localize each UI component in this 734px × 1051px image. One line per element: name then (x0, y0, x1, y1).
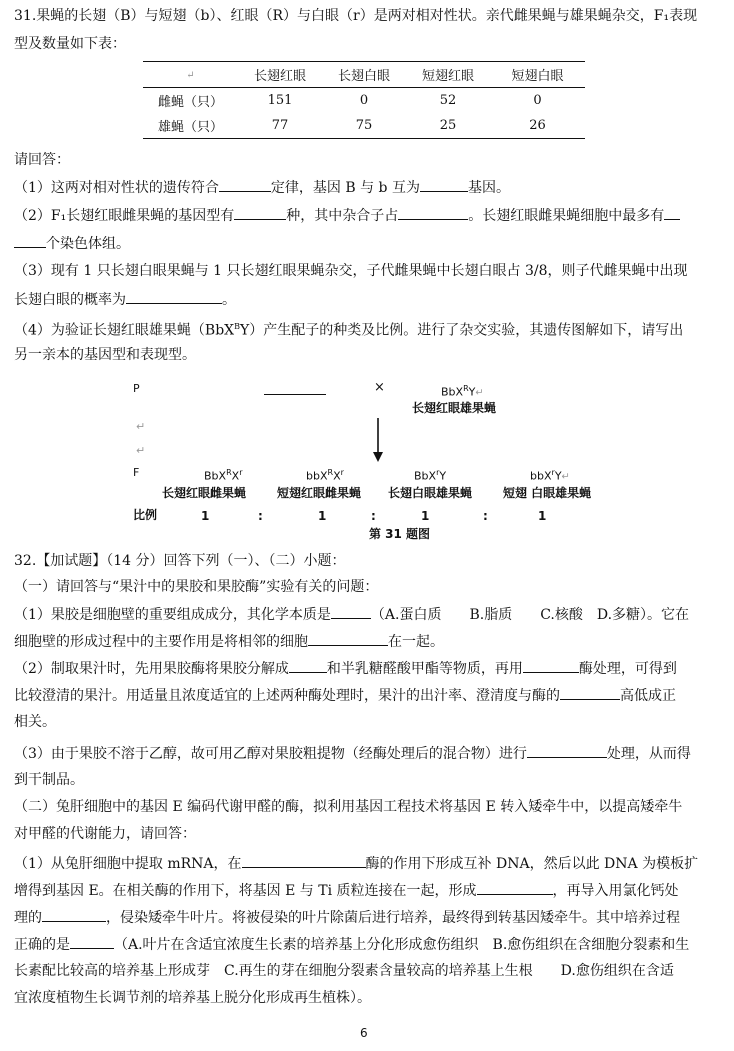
q31-intro-line2: 型及数量如下表： (14, 36, 126, 52)
table-cell: 75 (322, 113, 406, 139)
q31-part3-cont (14, 289, 722, 310)
table-header-cell: 短翅红眼 (406, 62, 490, 88)
q31-part1-text-b: 定律，基因 B 与 b 互为 (270, 180, 420, 196)
q32-section1: （一）请回答与“果汁中的果胶和果胶酶”实验有关的问题： (14, 579, 379, 595)
q31-part4-text-b: Y）产生配子的种类及比例。进行了杂交实验，其遗传图解如下，请写出 (240, 322, 684, 339)
f-label: F (133, 466, 140, 479)
ratio-value: 1 (318, 509, 327, 523)
table-row (143, 88, 585, 114)
offspring-genotype (204, 466, 242, 484)
arrow-down-icon (368, 416, 388, 464)
figure-caption: 第 31 题图 (369, 527, 431, 541)
answer-blank[interactable] (289, 658, 327, 673)
answer-blank[interactable] (331, 604, 371, 619)
offspring-phenotype: 长翅白眼雄果蝇 (388, 486, 473, 500)
answer-blank[interactable] (14, 233, 46, 248)
q31-part4-text-a: （4）为验证长翅红眼雄果蝇（BbX (14, 322, 235, 339)
parent-answer-blank[interactable] (264, 394, 326, 395)
offspring-phenotype: 短翅红眼雌果蝇 (277, 486, 362, 500)
q31-part1-text-a: （1）这两对相对性状的遗传符合 (14, 180, 219, 196)
table-cell: 0 (359, 93, 369, 108)
answer-blank[interactable] (560, 685, 620, 700)
q31-part2-text-a: （2）F₁长翅红眼雌果蝇的基因型有 (14, 208, 235, 224)
genotype-sup: R (463, 384, 469, 393)
q32-s1-part2-cont (14, 685, 722, 706)
return-mark: ↵ (136, 420, 146, 433)
q31-part2-text-b: 种，其中杂合子占 (286, 208, 399, 224)
cross-symbol: × (374, 380, 385, 395)
answer-blank[interactable] (42, 907, 106, 922)
text: 理的 (14, 910, 42, 926)
q32-s1-part2 (14, 658, 722, 679)
q31-part3-text-b: 长翅白眼的概率为 (14, 292, 126, 308)
ratio-value: 1 (538, 509, 547, 523)
table-cell: 151 (267, 93, 293, 108)
genotype-sup: r (340, 468, 344, 477)
q32-s2-part1-cont5: 宜浓度植物生长调节剂的培养基上脱分化形成再生植株）。 (14, 990, 371, 1006)
ratio-colon: : (258, 509, 263, 523)
answer-blank[interactable] (308, 631, 388, 646)
answer-blank[interactable] (664, 205, 680, 220)
table-row (143, 113, 585, 139)
ratio-label: 比例 (133, 508, 158, 522)
q32-section2: （二）兔肝细胞中的基因 E 编码代谢甲醛的酶，拟利用基因工程技术将基因 E 转入矮牵牛中，以提高矮牵牛 (14, 799, 683, 815)
ratio-colon: : (483, 509, 488, 523)
genotype-part: BbX (204, 469, 227, 483)
offspring-phenotype: 短翅 白眼雄果蝇 (503, 486, 592, 500)
text: （2）制取果汁时，先用果胶酶将果胶分解成 (14, 661, 289, 677)
answer-blank[interactable] (523, 658, 579, 673)
row-label: 雌蝇（只） (157, 95, 223, 110)
male-genotype: BbX$^R$Y↵ (441, 384, 484, 399)
q32-s2-part1-cont4: 长素配比较高的培养基上形成芽 C.再生的芽在细胞分裂素含量较高的培养基上生根 D.愈伤组织在含适 (14, 963, 674, 979)
q32-title: 32.【加试题】（14 分）回答下列（一）、（二）小题： (14, 553, 346, 569)
genotype-sup: r (551, 468, 555, 477)
answer-blank[interactable] (70, 934, 114, 949)
return-mark: ↵ (136, 444, 146, 457)
text: 酶处理，可得到 (578, 661, 677, 677)
text: 正确的是 (14, 937, 70, 953)
offspring-genotype (306, 466, 344, 484)
text: （1）果胶是细胞壁的重要组成成分，其化学本质是 (14, 607, 331, 623)
q31-part2-text-d: 个染色体组。 (46, 236, 130, 252)
text: 细胞壁的形成过程中的主要作用是将相邻的细胞 (14, 634, 308, 650)
answer-blank[interactable] (234, 205, 286, 220)
text: 比较澄清的果汁。用适量且浓度适宜的上述两种酶处理时，果汁的出汁率、澄清度与酶的 (14, 688, 560, 704)
genotype-part: BbX (414, 469, 437, 483)
q31-part2-text-c: 。长翅红眼雌果蝇细胞中最多有 (468, 208, 665, 224)
table-cell: 0 (533, 93, 542, 108)
q31-part3: （3）现有 1 只长翅白眼果蝇与 1 只长翅红眼果蝇杂交，子代雌果蝇中长翅白眼占 3/8，则子代雌果蝇中出现 (14, 263, 688, 279)
q31-part2 (14, 205, 722, 226)
q31-part1 (14, 177, 722, 198)
q32-s2-part1-cont (14, 880, 722, 901)
page-number: 6 (360, 1026, 368, 1040)
offspring-phenotype: 长翅红眼雌果蝇 (162, 486, 247, 500)
answer-blank[interactable] (420, 177, 468, 192)
q32-s2-part1-cont2 (14, 907, 722, 928)
table-header-cell: 短翅白眼 (490, 62, 585, 88)
table-cell: 25 (406, 113, 490, 139)
text: 处理，从而得 (606, 746, 691, 762)
table-cell: 26 (490, 113, 585, 139)
offspring-genotype (414, 466, 446, 484)
answer-blank[interactable] (242, 853, 366, 868)
q32-s1-part1-cont (14, 631, 722, 652)
q32-s1-part3-cont: 到干制品。 (14, 772, 84, 788)
q32-s1-part2-cont2: 相关。 (14, 714, 56, 730)
genotype-part: bbX (530, 469, 552, 483)
text: 增得到基因 E。在相关酶的作用下，将基因 E 与 Ti 质粒连接在一起，形成 (14, 883, 477, 899)
genotype-part: Y (554, 469, 562, 483)
q31-part3-text-c: 。 (222, 292, 236, 308)
answer-blank[interactable] (126, 289, 222, 304)
male-phenotype: 长翅红眼雄果蝇 (412, 401, 497, 415)
table-cell: 77 (238, 113, 322, 139)
table-header-cell: 长翅红眼 (238, 62, 322, 88)
q31-intro-line1: 31.果蝇的长翅（B）与短翅（b）、红眼（R）与白眼（r）是两对相对性状。亲代雌果蝇与雄果蝇杂交，F₁表现 (14, 8, 698, 24)
text: （3）由于果胶不溶于乙醇，故可用乙醇对果胶粗提物（经酶处理后的混合物）进行 (14, 746, 527, 762)
text: （A.叶片在含适宜浓度生长素的培养基上分化形成愈伤组织 B.愈伤组织在含细胞分裂素和生 (114, 937, 690, 953)
phenotype-table (143, 61, 585, 139)
text: 和半乳糖醛酸甲酯等物质，再用 (326, 661, 523, 677)
table-cell: 52 (439, 93, 457, 108)
answer-blank[interactable] (398, 205, 468, 220)
text: 高低成正 (620, 688, 676, 704)
genotype-part: X (231, 469, 240, 483)
q31-part4-sup: B (234, 322, 241, 331)
text: 酶的作用下形成互补 DNA，然后以此 DNA 为模板扩 (365, 856, 699, 872)
q32-s1-part3 (14, 743, 722, 764)
q32-s2-part1-cont3 (14, 934, 722, 955)
answer-blank[interactable] (527, 743, 607, 758)
table-header-row (143, 62, 585, 88)
text: 在一起。 (388, 634, 444, 650)
genotype-part: Y (468, 385, 476, 399)
p-label: P (133, 382, 140, 395)
text: ，再导入用氯化钙处 (552, 883, 679, 899)
genotype-sup: r (239, 468, 243, 477)
answer-blank[interactable] (477, 880, 553, 895)
text: ，侵染矮牵牛叶片。将被侵染的叶片除菌后进行培养，最终得到转基因矮牵牛。其中培养过程 (106, 910, 680, 926)
q31-part1-text-c: 基因。 (467, 180, 510, 196)
q31-part4 (14, 317, 722, 341)
q31-part2-cont (14, 233, 722, 254)
text: （A.蛋白质 B.脂质 C.核酸 D.多糖）。它在 (370, 607, 690, 623)
genotype-sup: R (226, 468, 232, 477)
answer-blank[interactable] (219, 177, 271, 192)
q32-section2-cont: 对甲醛的代谢能力，请回答： (14, 826, 196, 842)
genotype-part: X (333, 469, 341, 483)
row-label: 雄蝇（只） (143, 113, 238, 139)
genotype-part: Y (439, 469, 447, 483)
q32-s1-part1 (14, 604, 722, 625)
genotype-sup: R (327, 468, 334, 477)
ratio-value: 1 (201, 509, 210, 523)
q32-s2-part1 (14, 853, 722, 874)
text: （1）从兔肝细胞中提取 mRNA，在 (14, 856, 242, 872)
genotype-sup: r (436, 468, 440, 477)
genotype-part: BbX (441, 385, 464, 399)
q31-part4-cont: 另一亲本的基因型和表现型。 (14, 347, 196, 363)
q31-prompt: 请回答： (14, 152, 70, 168)
ratio-colon: : (371, 509, 376, 523)
table-header-cell: ↵ (143, 62, 238, 88)
ratio-value: 1 (421, 509, 430, 523)
table-header-cell: 长翅白眼 (322, 62, 406, 88)
genotype-part: bbX (306, 469, 328, 483)
offspring-genotype: bbX$^r$Y↵ (530, 468, 570, 483)
